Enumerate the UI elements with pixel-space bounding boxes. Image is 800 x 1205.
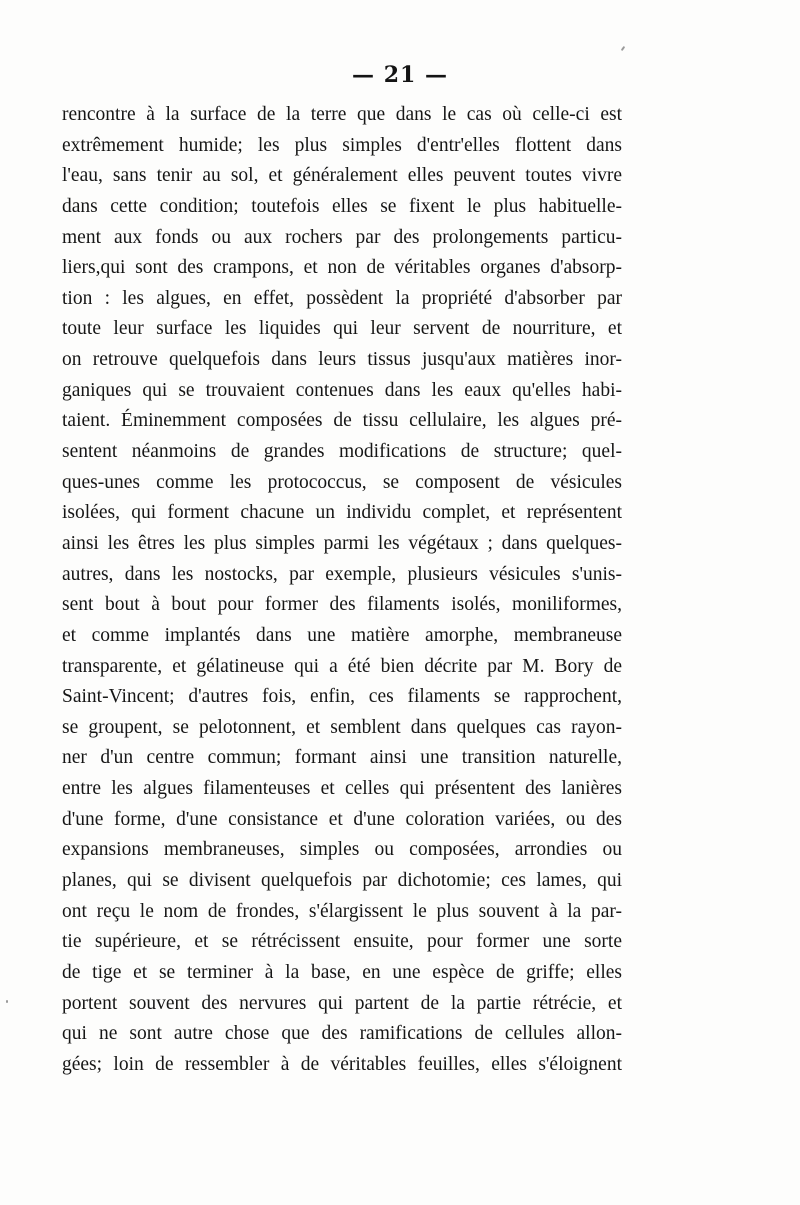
paper-speck bbox=[621, 46, 626, 51]
text-line: Saint-Vincent; d'autres fois, enfin, ces filaments se rapprochent, bbox=[62, 686, 622, 708]
text-line: ques-unes comme les protococcus, se composent de vésicules bbox=[62, 471, 622, 493]
text-line: sent bout à bout pour former des filaments isolés, moniliformes, bbox=[62, 594, 622, 616]
text-line: ainsi les êtres les plus simples parmi les végétaux ; dans quelques- bbox=[62, 532, 622, 554]
text-line: isolées, qui forment chacune un individu complet, et représentent bbox=[62, 502, 622, 524]
page-number: — 21 — bbox=[352, 62, 448, 88]
text-line: rencontre à la surface de la terre que dans le cas où celle-ci est bbox=[62, 104, 622, 125]
text-line: se groupent, se pelotonnent, et semblent dans quelques cas rayon- bbox=[62, 716, 622, 738]
text-line: dans cette condition; toutefois elles se fixent le plus habituelle- bbox=[62, 195, 622, 217]
text-line: ment aux fonds ou aux rochers par des prolongements particu- bbox=[62, 226, 622, 248]
text-line: entre les algues filamenteuses et celles qui présentent des lanières bbox=[62, 778, 622, 800]
text-line: autres, dans les nostocks, par exemple, plusieurs vésicules s'unis- bbox=[62, 563, 622, 585]
text-line: extrêmement humide; les plus simples d'entr'elles flottent dans bbox=[62, 134, 622, 156]
text-line: portent souvent des nervures qui partent de la partie rétrécie, et bbox=[62, 992, 622, 1014]
text-line: tion : les algues, en effet, possèdent la propriété d'absorber par bbox=[62, 287, 622, 309]
text-line: planes, qui se divisent quelquefois par dichotomie; ces lames, qui bbox=[62, 870, 622, 892]
text-line: ont reçu le nom de frondes, s'élargissent le plus souvent à la par- bbox=[62, 900, 622, 922]
text-line: ganiques qui se trouvaient contenues dans les eaux qu'elles habi- bbox=[62, 379, 622, 401]
text-line: transparente, et gélatineuse qui a été bien décrite par M. Bory de bbox=[62, 655, 622, 677]
text-line: de tige et se terminer à la base, en une espèce de griffe; elles bbox=[62, 961, 622, 983]
text-line: et comme implantés dans une matière amorphe, membraneuse bbox=[62, 624, 622, 646]
text-line: sentent néanmoins de grandes modifications de structure; quel- bbox=[62, 441, 622, 463]
body-text bbox=[62, 100, 622, 1081]
paper-speck bbox=[6, 1000, 8, 1003]
text-line: tie supérieure, et se rétrécissent ensuite, pour former une sorte bbox=[62, 931, 622, 953]
text-line: expansions membraneuses, simples ou composées, arrondies ou bbox=[62, 839, 622, 861]
text-line: liers,qui sont des crampons, et non de véritables organes d'absorp- bbox=[62, 257, 622, 279]
text-line: on retrouve quelquefois dans leurs tissus jusqu'aux matières inor- bbox=[62, 349, 622, 371]
text-line: d'une forme, d'une consistance et d'une coloration variées, ou des bbox=[62, 808, 622, 830]
text-line: gées; loin de ressembler à de véritables feuilles, elles s'éloignent bbox=[62, 1053, 622, 1075]
text-line: l'eau, sans tenir au sol, et généralement elles peuvent toutes vivre bbox=[62, 165, 622, 187]
text-line: ner d'un centre commun; formant ainsi une transition naturelle, bbox=[62, 747, 622, 769]
text-line: qui ne sont autre chose que des ramifications de cellules allon- bbox=[62, 1023, 622, 1045]
text-line: toute leur surface les liquides qui leur servent de nourriture, et bbox=[62, 318, 622, 340]
text-line: taient. Éminemment composées de tissu cellulaire, les algues pré- bbox=[62, 410, 622, 432]
